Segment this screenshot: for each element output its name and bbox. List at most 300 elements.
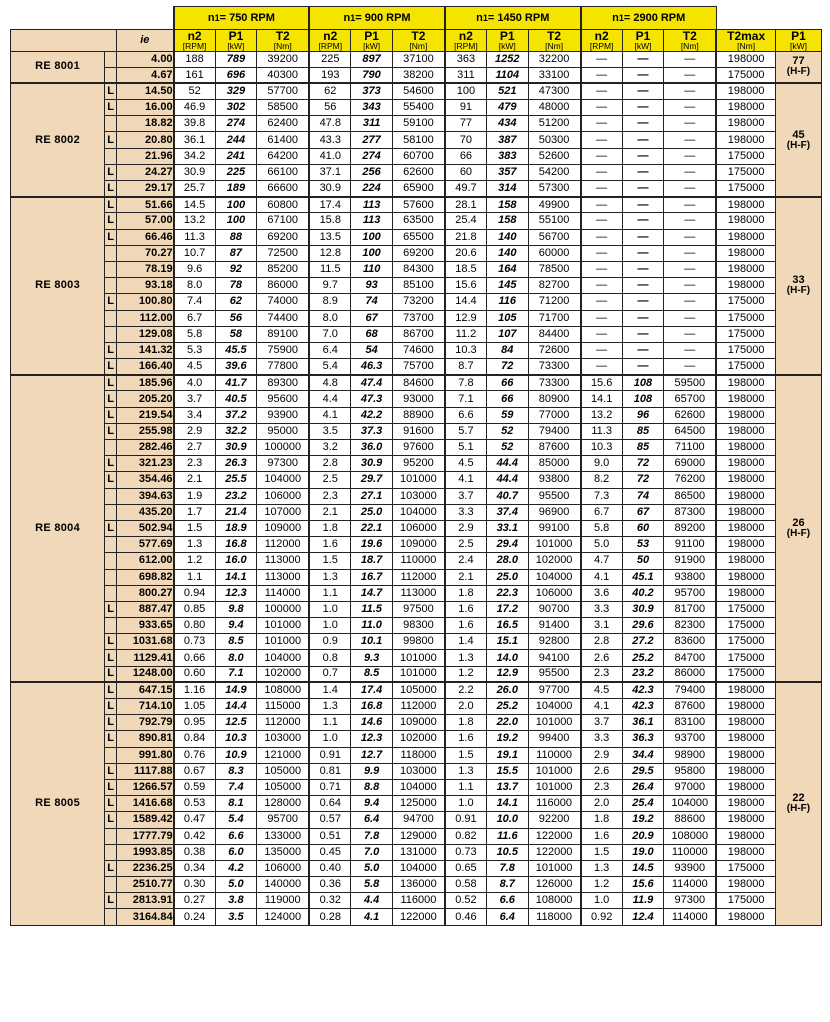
- table-row: [11, 812, 822, 828]
- n2-value: 0.84: [174, 731, 216, 747]
- n2-value: 18.5: [445, 261, 487, 277]
- n2-value: 0.57: [309, 812, 351, 828]
- p1-value: 6.4: [351, 812, 393, 828]
- table-row: [11, 116, 822, 132]
- low-backlash-flag: L: [105, 666, 117, 682]
- t2-value: 104000: [392, 860, 445, 876]
- n2-value: 37.1: [309, 164, 351, 180]
- t2-value: 73300: [528, 375, 581, 391]
- ratio-value: 1993.85: [117, 844, 174, 860]
- t2-value: 56700: [528, 229, 581, 245]
- p1-value: 7.0: [351, 844, 393, 860]
- n2-value: 14.5: [174, 197, 216, 213]
- low-backlash-flag: [105, 553, 117, 569]
- n2-value: 1.3: [309, 699, 351, 715]
- p1-value: 45.5: [215, 342, 257, 358]
- p1-value: 23.2: [215, 488, 257, 504]
- t2-value: 65700: [664, 391, 717, 407]
- p1-value: 19.6: [351, 537, 393, 553]
- t2-value: 69200: [257, 229, 310, 245]
- p1-value: 85: [622, 440, 664, 456]
- table-row: [11, 67, 822, 83]
- p1-value: 14.5: [622, 860, 664, 876]
- p1-value: 12.4: [622, 909, 664, 925]
- n2-value: 2.2: [445, 682, 487, 698]
- t2-value: 87300: [664, 504, 717, 520]
- n2-value: 0.45: [309, 844, 351, 860]
- n2-value: —: [581, 294, 623, 310]
- low-backlash-flag: L: [105, 763, 117, 779]
- n2-value: 0.81: [309, 763, 351, 779]
- ratio-value: 100.80: [117, 294, 174, 310]
- n2-value: 10.7: [174, 245, 216, 261]
- n2-value: —: [581, 245, 623, 261]
- p1-value: 66: [486, 375, 528, 391]
- n2-value: 5.4: [309, 359, 351, 375]
- t2-value: 97300: [257, 456, 310, 472]
- n2-value: 0.38: [174, 844, 216, 860]
- n2-value: 30.9: [174, 164, 216, 180]
- table-row: [11, 100, 822, 116]
- p1-value: 521: [486, 83, 528, 99]
- n2-value: 11.5: [309, 261, 351, 277]
- ratio-value: 502.94: [117, 520, 174, 536]
- n2-value: 9.6: [174, 261, 216, 277]
- n2-value: 1.16: [174, 682, 216, 698]
- header-n2-4: n2 [RPM]: [581, 30, 623, 52]
- n2-value: 7.8: [445, 375, 487, 391]
- t2-value: 135000: [257, 844, 310, 860]
- table-row: [11, 359, 822, 375]
- n2-value: 5.0: [581, 537, 623, 553]
- t2-value: 89300: [257, 375, 310, 391]
- low-backlash-flag: [105, 67, 117, 83]
- p1-value: 189: [215, 181, 257, 197]
- header-n2-3: n2 [RPM]: [445, 30, 487, 52]
- t2-value: 85000: [528, 456, 581, 472]
- n2-value: 1.2: [581, 877, 623, 893]
- p1-value: 60: [622, 520, 664, 536]
- n2-value: 0.66: [174, 650, 216, 666]
- low-backlash-flag: L: [105, 100, 117, 116]
- t2-value: —: [664, 116, 717, 132]
- table-row: [11, 488, 822, 504]
- p1-value: 256: [351, 164, 393, 180]
- t2-value: 97000: [664, 779, 717, 795]
- t2-value: 39200: [257, 51, 310, 67]
- p1-value: 479: [486, 100, 528, 116]
- t2-value: 113000: [392, 585, 445, 601]
- n2-value: —: [581, 326, 623, 342]
- n2-value: 49.7: [445, 181, 487, 197]
- p1max-value: 33 (H-F): [775, 197, 821, 375]
- t2-value: 106000: [257, 488, 310, 504]
- t2-value: 62600: [664, 407, 717, 423]
- header-t2-1: T2 [Nm]: [257, 30, 310, 52]
- n2-value: 0.52: [445, 893, 487, 909]
- table-row: [11, 197, 822, 213]
- t2max-value: 175000: [716, 634, 775, 650]
- t2-value: 129000: [392, 828, 445, 844]
- t2-value: —: [664, 83, 717, 99]
- p1-value: 15.6: [622, 877, 664, 893]
- t2-value: 122000: [528, 844, 581, 860]
- p1-value: 373: [351, 83, 393, 99]
- table-row: [11, 132, 822, 148]
- p1-value: 40.5: [215, 391, 257, 407]
- p1-value: 145: [486, 278, 528, 294]
- header-corner-blank: [11, 7, 174, 30]
- t2-value: 66100: [257, 164, 310, 180]
- p1-value: 225: [215, 164, 257, 180]
- t2-value: 72600: [528, 342, 581, 358]
- low-backlash-flag: [105, 326, 117, 342]
- p1-value: 45.1: [622, 569, 664, 585]
- p1-value: 108: [622, 391, 664, 407]
- n2-value: 2.0: [445, 699, 487, 715]
- n2-value: 0.51: [309, 828, 351, 844]
- n2-value: 0.60: [174, 666, 216, 682]
- t2-value: 71100: [664, 440, 717, 456]
- t2-value: —: [664, 197, 717, 213]
- p1-value: 68: [351, 326, 393, 342]
- table-row: [11, 342, 822, 358]
- p1-value: 18.7: [351, 553, 393, 569]
- t2-value: 85200: [257, 261, 310, 277]
- p1-value: 11.6: [486, 828, 528, 844]
- ratio-value: 1416.68: [117, 796, 174, 812]
- p1-value: —: [622, 197, 664, 213]
- p1-value: 244: [215, 132, 257, 148]
- p1-value: 357: [486, 164, 528, 180]
- p1-value: 387: [486, 132, 528, 148]
- p1-value: 15.5: [486, 763, 528, 779]
- t2-value: 95600: [257, 391, 310, 407]
- p1-value: 4.4: [351, 893, 393, 909]
- table-row: [11, 828, 822, 844]
- table-row: [11, 537, 822, 553]
- table-row: [11, 666, 822, 682]
- p1-value: 10.5: [486, 844, 528, 860]
- t2max-value: 198000: [716, 375, 775, 391]
- n2-value: 6.6: [445, 407, 487, 423]
- p1-value: 116: [486, 294, 528, 310]
- n2-value: 0.32: [309, 893, 351, 909]
- ratio-value: 24.27: [117, 164, 174, 180]
- header-t2max: T2max [Nm]: [716, 30, 775, 52]
- p1-value: 42.3: [622, 682, 664, 698]
- p1-value: 84: [486, 342, 528, 358]
- t2-value: 118000: [528, 909, 581, 925]
- t2max-value: 198000: [716, 440, 775, 456]
- n2-value: 1.05: [174, 699, 216, 715]
- p1-value: 314: [486, 181, 528, 197]
- n2-value: —: [581, 310, 623, 326]
- t2-value: 101000: [528, 537, 581, 553]
- t2-value: 64500: [664, 423, 717, 439]
- n2-value: 1.0: [581, 893, 623, 909]
- group-name-re-8002: RE 8002: [11, 83, 105, 196]
- p1-value: 277: [351, 132, 393, 148]
- t2-value: 60800: [257, 197, 310, 213]
- n2-value: —: [581, 51, 623, 67]
- p1-value: 311: [351, 116, 393, 132]
- p1-value: 20.9: [622, 828, 664, 844]
- n2-value: —: [581, 342, 623, 358]
- n2-value: 6.7: [581, 504, 623, 520]
- p1-value: 274: [215, 116, 257, 132]
- t2-value: 86700: [392, 326, 445, 342]
- n2-value: 2.9: [581, 747, 623, 763]
- t2-value: 74600: [392, 342, 445, 358]
- t2-value: 75900: [257, 342, 310, 358]
- t2-value: —: [664, 67, 717, 83]
- ratio-table-sheet: [0, 6, 830, 1022]
- n2-value: 9.0: [581, 456, 623, 472]
- p1-value: 8.7: [486, 877, 528, 893]
- t2-value: 93000: [392, 391, 445, 407]
- n2-value: 3.7: [174, 391, 216, 407]
- t2-value: 98900: [664, 747, 717, 763]
- p1-value: 26.3: [215, 456, 257, 472]
- p1-value: 14.1: [486, 796, 528, 812]
- ratio-value: 647.15: [117, 682, 174, 698]
- n2-value: 1.0: [309, 618, 351, 634]
- p1-value: 12.7: [351, 747, 393, 763]
- p1-value: 25.5: [215, 472, 257, 488]
- n2-value: 25.7: [174, 181, 216, 197]
- p1-value: 54: [351, 342, 393, 358]
- t2max-value: 198000: [716, 83, 775, 99]
- t2-value: 104000: [392, 504, 445, 520]
- t2max-value: 198000: [716, 553, 775, 569]
- p1-value: 96: [622, 407, 664, 423]
- n2-value: 10.3: [445, 342, 487, 358]
- t2-value: —: [664, 164, 717, 180]
- t2-value: —: [664, 310, 717, 326]
- p1-value: 32.2: [215, 423, 257, 439]
- t2-value: 87600: [664, 699, 717, 715]
- t2max-value: 175000: [716, 181, 775, 197]
- n2-value: —: [581, 148, 623, 164]
- n2-value: 1.6: [445, 618, 487, 634]
- n2-value: 0.28: [309, 909, 351, 925]
- t2-value: 54200: [528, 164, 581, 180]
- p1-value: 10.1: [351, 634, 393, 650]
- p1-value: 93: [351, 278, 393, 294]
- n2-value: 43.3: [309, 132, 351, 148]
- t2-value: 140000: [257, 877, 310, 893]
- t2-value: 57600: [392, 197, 445, 213]
- n2-value: 70: [445, 132, 487, 148]
- ratio-value: 14.50: [117, 83, 174, 99]
- t2-value: 90700: [528, 601, 581, 617]
- ratio-value: 2510.77: [117, 877, 174, 893]
- t2-value: 93800: [664, 569, 717, 585]
- low-backlash-flag: L: [105, 407, 117, 423]
- t2-value: 104000: [528, 699, 581, 715]
- t2-value: 32200: [528, 51, 581, 67]
- ratio-value: 112.00: [117, 310, 174, 326]
- n2-value: 161: [174, 67, 216, 83]
- n2-value: 0.59: [174, 779, 216, 795]
- p1-value: 789: [215, 51, 257, 67]
- n2-value: 11.3: [581, 423, 623, 439]
- t2-value: 101000: [392, 666, 445, 682]
- n2-value: 8.2: [581, 472, 623, 488]
- t2max-value: 175000: [716, 342, 775, 358]
- ratio-value: 1589.42: [117, 812, 174, 828]
- header-units-row: [11, 30, 822, 52]
- t2-value: 95700: [257, 812, 310, 828]
- t2max-value: 198000: [716, 715, 775, 731]
- n2-value: 0.9: [309, 634, 351, 650]
- low-backlash-flag: [105, 877, 117, 893]
- t2max-value: 198000: [716, 682, 775, 698]
- n2-value: 2.8: [581, 634, 623, 650]
- t2-value: 84600: [392, 375, 445, 391]
- p1-value: —: [622, 294, 664, 310]
- p1-value: 29.6: [622, 618, 664, 634]
- p1-value: 25.4: [622, 796, 664, 812]
- low-backlash-flag: L: [105, 682, 117, 698]
- n2-value: 4.4: [309, 391, 351, 407]
- p1-value: 14.1: [215, 569, 257, 585]
- table-row: [11, 440, 822, 456]
- t2max-value: 198000: [716, 456, 775, 472]
- p1-value: 7.8: [486, 860, 528, 876]
- t2-value: 116000: [528, 796, 581, 812]
- n2-value: 0.65: [445, 860, 487, 876]
- p1-value: 158: [486, 213, 528, 229]
- p1-value: 88: [215, 229, 257, 245]
- p1-value: 11.0: [351, 618, 393, 634]
- t2-value: 95200: [392, 456, 445, 472]
- table-row: [11, 877, 822, 893]
- gear-ratio-table: [10, 6, 822, 926]
- t2max-value: 198000: [716, 828, 775, 844]
- n2-value: 1.9: [174, 488, 216, 504]
- n2-value: 10.3: [581, 440, 623, 456]
- low-backlash-flag: L: [105, 342, 117, 358]
- t2-value: 128000: [257, 796, 310, 812]
- t2-value: 103000: [392, 763, 445, 779]
- t2-value: 124000: [257, 909, 310, 925]
- p1-value: 42.3: [622, 699, 664, 715]
- t2max-value: 198000: [716, 520, 775, 536]
- low-backlash-flag: [105, 537, 117, 553]
- t2-value: 62400: [257, 116, 310, 132]
- p1-value: 58: [215, 326, 257, 342]
- t2-value: 74400: [257, 310, 310, 326]
- p1-value: 12.9: [486, 666, 528, 682]
- n2-value: —: [581, 181, 623, 197]
- n2-value: —: [581, 164, 623, 180]
- n2-value: 1.7: [174, 504, 216, 520]
- n2-value: 13.2: [174, 213, 216, 229]
- ratio-value: 991.80: [117, 747, 174, 763]
- ratio-value: 612.00: [117, 553, 174, 569]
- n2-value: 1.8: [581, 812, 623, 828]
- t2-value: 48000: [528, 100, 581, 116]
- t2-value: 89100: [257, 326, 310, 342]
- p1-value: 26.4: [622, 779, 664, 795]
- p1-value: —: [622, 51, 664, 67]
- t2-value: 93900: [664, 860, 717, 876]
- t2max-value: 175000: [716, 164, 775, 180]
- header-ie: ie: [117, 30, 174, 52]
- t2-value: 86000: [257, 278, 310, 294]
- ratio-value: 714.10: [117, 699, 174, 715]
- n2-value: 0.47: [174, 812, 216, 828]
- low-backlash-flag: L: [105, 812, 117, 828]
- p1-value: 3.8: [215, 893, 257, 909]
- n2-value: —: [581, 116, 623, 132]
- p1-value: —: [622, 67, 664, 83]
- t2-value: 99400: [528, 731, 581, 747]
- p1-value: 46.3: [351, 359, 393, 375]
- t2max-value: 175000: [716, 326, 775, 342]
- n2-value: 2.5: [445, 537, 487, 553]
- t2-value: 108000: [528, 893, 581, 909]
- t2-value: 55400: [392, 100, 445, 116]
- t2-value: 94100: [528, 650, 581, 666]
- header-n2-2: n2 [RPM]: [309, 30, 351, 52]
- t2-value: 104000: [257, 472, 310, 488]
- t2-value: 102000: [392, 731, 445, 747]
- n2-value: 1.3: [581, 860, 623, 876]
- n2-value: 1.6: [309, 537, 351, 553]
- t2-value: 91400: [528, 618, 581, 634]
- p1-value: 42.2: [351, 407, 393, 423]
- p1-value: 5.0: [351, 860, 393, 876]
- t2-value: 106000: [257, 860, 310, 876]
- t2-value: 38200: [392, 67, 445, 83]
- n2-value: 0.34: [174, 860, 216, 876]
- t2max-value: 175000: [716, 650, 775, 666]
- p1-value: 25.2: [486, 699, 528, 715]
- t2-value: 112000: [257, 715, 310, 731]
- n2-value: 4.8: [309, 375, 351, 391]
- header-t2-3: T2 [Nm]: [528, 30, 581, 52]
- n2-value: —: [581, 261, 623, 277]
- n2-value: 52: [174, 83, 216, 99]
- ratio-value: 933.65: [117, 618, 174, 634]
- low-backlash-flag: L: [105, 391, 117, 407]
- table-row: [11, 164, 822, 180]
- p1-value: 50: [622, 553, 664, 569]
- t2max-value: 198000: [716, 391, 775, 407]
- n2-value: 6.7: [174, 310, 216, 326]
- table-row: [11, 456, 822, 472]
- p1-value: 67: [622, 504, 664, 520]
- low-backlash-flag: L: [105, 601, 117, 617]
- n2-value: 4.0: [174, 375, 216, 391]
- p1-value: 41.7: [215, 375, 257, 391]
- t2max-value: 198000: [716, 909, 775, 925]
- n2-value: 4.5: [174, 359, 216, 375]
- t2max-value: 198000: [716, 747, 775, 763]
- n2-value: 1.4: [445, 634, 487, 650]
- t2-value: 79400: [664, 682, 717, 698]
- t2-value: 99800: [392, 634, 445, 650]
- table-row: [11, 763, 822, 779]
- t2-value: 100000: [257, 440, 310, 456]
- n2-value: 2.7: [174, 440, 216, 456]
- n2-value: 2.3: [581, 666, 623, 682]
- t2-value: 66600: [257, 181, 310, 197]
- ratio-value: 51.66: [117, 197, 174, 213]
